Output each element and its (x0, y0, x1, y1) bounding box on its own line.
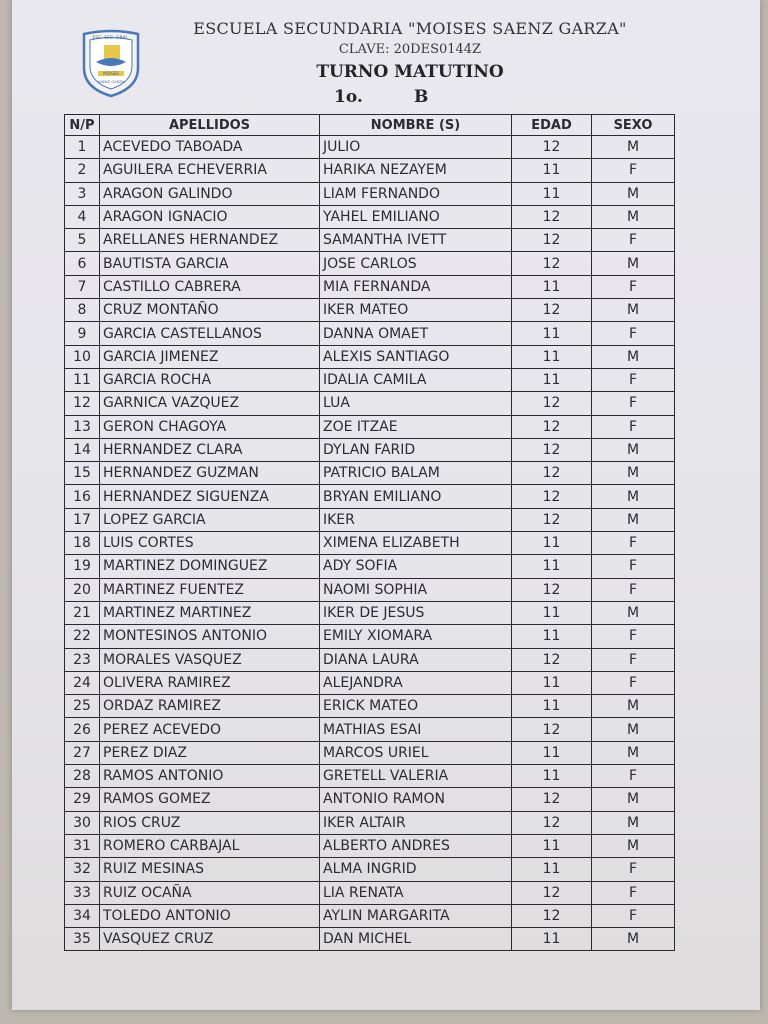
age-cell: 11 (512, 834, 592, 857)
sex-cell: M (592, 695, 675, 718)
surname-cell: RUIZ MESINAS (100, 858, 320, 881)
age-cell: 12 (512, 718, 592, 741)
header-apellidos: APELLIDOS (100, 115, 320, 136)
given-name-cell: LUA (320, 392, 512, 415)
surname-cell: MONTESINOS ANTONIO (100, 625, 320, 648)
given-name-cell: ZOE ITZAE (320, 415, 512, 438)
document-header (12, 0, 760, 115)
row-number: 12 (65, 392, 100, 415)
sex-cell: F (592, 415, 675, 438)
row-number: 1 (65, 136, 100, 159)
sex-cell: F (592, 368, 675, 391)
surname-cell: RIOS CRUZ (100, 811, 320, 834)
row-number: 13 (65, 415, 100, 438)
table-row (65, 159, 675, 182)
age-cell: 12 (512, 788, 592, 811)
header-edad: EDAD (512, 115, 592, 136)
row-number: 29 (65, 788, 100, 811)
table-row (65, 532, 675, 555)
table-row (65, 275, 675, 298)
given-name-cell: IKER DE JESUS (320, 601, 512, 624)
sex-cell: M (592, 834, 675, 857)
surname-cell: TOLEDO ANTONIO (100, 904, 320, 927)
age-cell: 12 (512, 648, 592, 671)
given-name-cell: JULIO (320, 136, 512, 159)
row-number: 33 (65, 881, 100, 904)
table-row (65, 485, 675, 508)
given-name-cell: ANTONIO RAMON (320, 788, 512, 811)
given-name-cell: MIA FERNANDA (320, 275, 512, 298)
age-cell: 11 (512, 695, 592, 718)
sex-cell: F (592, 858, 675, 881)
surname-cell: GERON CHAGOYA (100, 415, 320, 438)
roster-body (65, 136, 675, 951)
sex-cell: M (592, 345, 675, 368)
table-row (65, 136, 675, 159)
surname-cell: HERNANDEZ CLARA (100, 438, 320, 461)
table-row (65, 834, 675, 857)
sex-cell: F (592, 229, 675, 252)
age-cell: 12 (512, 485, 592, 508)
table-row (65, 205, 675, 228)
sex-cell: M (592, 136, 675, 159)
sex-cell: F (592, 275, 675, 298)
surname-cell: LOPEZ GARCIA (100, 508, 320, 531)
given-name-cell: GRETELL VALERIA (320, 765, 512, 788)
age-cell: 12 (512, 904, 592, 927)
table-row (65, 182, 675, 205)
row-number: 3 (65, 182, 100, 205)
given-name-cell: ERICK MATEO (320, 695, 512, 718)
given-name-cell: ALEXIS SANTIAGO (320, 345, 512, 368)
table-header-row (65, 115, 675, 136)
table-row (65, 438, 675, 461)
age-cell: 12 (512, 578, 592, 601)
sex-cell: M (592, 252, 675, 275)
row-number: 23 (65, 648, 100, 671)
row-number: 11 (65, 368, 100, 391)
row-number: 16 (65, 485, 100, 508)
row-number: 7 (65, 275, 100, 298)
surname-cell: MARTINEZ DOMINGUEZ (100, 555, 320, 578)
surname-cell: MARTINEZ MARTINEZ (100, 601, 320, 624)
school-name: ESCUELA SECUNDARIA "MOISES SAENZ GARZA" (193, 19, 627, 38)
age-cell: 11 (512, 275, 592, 298)
age-cell: 11 (512, 741, 592, 764)
given-name-cell: NAOMI SOPHIA (320, 578, 512, 601)
given-name-cell: IKER ALTAIR (320, 811, 512, 834)
row-number: 8 (65, 299, 100, 322)
sex-cell: F (592, 625, 675, 648)
surname-cell: OLIVERA RAMIREZ (100, 671, 320, 694)
header-sexo: SEXO (592, 115, 675, 136)
row-number: 9 (65, 322, 100, 345)
given-name-cell: PATRICIO BALAM (320, 462, 512, 485)
given-name-cell: HARIKA NEZAYEM (320, 159, 512, 182)
sex-cell: F (592, 322, 675, 345)
age-cell: 11 (512, 858, 592, 881)
surname-cell: ROMERO CARBAJAL (100, 834, 320, 857)
age-cell: 12 (512, 415, 592, 438)
sex-cell: M (592, 462, 675, 485)
surname-cell: BAUTISTA GARCIA (100, 252, 320, 275)
row-number: 2 (65, 159, 100, 182)
table-row (65, 881, 675, 904)
sex-cell: M (592, 718, 675, 741)
age-cell: 11 (512, 928, 592, 951)
age-cell: 12 (512, 392, 592, 415)
given-name-cell: LIAM FERNANDO (320, 182, 512, 205)
given-name-cell: LIA RENATA (320, 881, 512, 904)
table-row (65, 904, 675, 927)
surname-cell: ARAGON GALINDO (100, 182, 320, 205)
given-name-cell: ADY SOFIA (320, 555, 512, 578)
sex-cell: M (592, 182, 675, 205)
table-row (65, 462, 675, 485)
given-name-cell: IDALIA CAMILA (320, 368, 512, 391)
table-row (65, 578, 675, 601)
row-number: 27 (65, 741, 100, 764)
age-cell: 12 (512, 462, 592, 485)
surname-cell: CRUZ MONTAÑO (100, 299, 320, 322)
age-cell: 12 (512, 299, 592, 322)
given-name-cell: JOSE CARLOS (320, 252, 512, 275)
given-name-cell: BRYAN EMILIANO (320, 485, 512, 508)
age-cell: 11 (512, 345, 592, 368)
table-row (65, 741, 675, 764)
given-name-cell: ALEJANDRA (320, 671, 512, 694)
row-number: 15 (65, 462, 100, 485)
table-row (65, 671, 675, 694)
row-number: 5 (65, 229, 100, 252)
table-row (65, 252, 675, 275)
row-number: 24 (65, 671, 100, 694)
row-number: 19 (65, 555, 100, 578)
given-name-cell: DIANA LAURA (320, 648, 512, 671)
age-cell: 12 (512, 136, 592, 159)
crest-text-top: ESC. SEC. GRAL. (92, 36, 130, 41)
shift-title: TURNO MATUTINO (316, 62, 504, 82)
row-number: 34 (65, 904, 100, 927)
row-number: 10 (65, 345, 100, 368)
surname-cell: GARCIA JIMENEZ (100, 345, 320, 368)
table-row (65, 345, 675, 368)
age-cell: 11 (512, 625, 592, 648)
table-row (65, 788, 675, 811)
table-row (65, 392, 675, 415)
surname-cell: AGUILERA ECHEVERRIA (100, 159, 320, 182)
table-row (65, 368, 675, 391)
sex-cell: M (592, 741, 675, 764)
age-cell: 11 (512, 765, 592, 788)
given-name-cell: ALMA INGRID (320, 858, 512, 881)
row-number: 25 (65, 695, 100, 718)
crest-text-bottom: SAENZ GARZA (97, 80, 125, 84)
school-code: CLAVE: 20DES0144Z (338, 42, 482, 57)
table-row (65, 625, 675, 648)
age-cell: 11 (512, 159, 592, 182)
row-number: 22 (65, 625, 100, 648)
given-name-cell: XIMENA ELIZABETH (320, 532, 512, 555)
sex-cell: F (592, 555, 675, 578)
surname-cell: MORALES VASQUEZ (100, 648, 320, 671)
age-cell: 11 (512, 182, 592, 205)
sex-cell: M (592, 811, 675, 834)
given-name-cell: DYLAN FARID (320, 438, 512, 461)
given-name-cell: MARCOS URIEL (320, 741, 512, 764)
row-number: 21 (65, 601, 100, 624)
row-number: 31 (65, 834, 100, 857)
sex-cell: F (592, 648, 675, 671)
row-number: 4 (65, 205, 100, 228)
table-row (65, 299, 675, 322)
sex-cell: M (592, 928, 675, 951)
crest-text-mid: MOISES (103, 71, 119, 77)
age-cell: 12 (512, 811, 592, 834)
student-roster-table (64, 114, 675, 951)
sex-cell: M (592, 788, 675, 811)
surname-cell: ORDAZ RAMIREZ (100, 695, 320, 718)
row-number: 32 (65, 858, 100, 881)
surname-cell: GARCIA ROCHA (100, 368, 320, 391)
given-name-cell: IKER MATEO (320, 299, 512, 322)
surname-cell: RAMOS GOMEZ (100, 788, 320, 811)
surname-cell: ARELLANES HERNANDEZ (100, 229, 320, 252)
sex-cell: M (592, 438, 675, 461)
surname-cell: GARNICA VAZQUEZ (100, 392, 320, 415)
surname-cell: CASTILLO CABRERA (100, 275, 320, 298)
sex-cell: F (592, 392, 675, 415)
table-row (65, 508, 675, 531)
sex-cell: F (592, 578, 675, 601)
row-number: 14 (65, 438, 100, 461)
table-row (65, 601, 675, 624)
given-name-cell: SAMANTHA IVETT (320, 229, 512, 252)
row-number: 17 (65, 508, 100, 531)
header-nombre: NOMBRE (S) (320, 115, 512, 136)
sex-cell: M (592, 601, 675, 624)
age-cell: 12 (512, 205, 592, 228)
sex-cell: M (592, 485, 675, 508)
surname-cell: RAMOS ANTONIO (100, 765, 320, 788)
surname-cell: PEREZ DIAZ (100, 741, 320, 764)
group-label: B (414, 87, 429, 107)
row-number: 20 (65, 578, 100, 601)
sex-cell: F (592, 904, 675, 927)
surname-cell: LUIS CORTES (100, 532, 320, 555)
given-name-cell: YAHEL EMILIANO (320, 205, 512, 228)
table-row (65, 555, 675, 578)
given-name-cell: ALBERTO ANDRES (320, 834, 512, 857)
table-row (65, 765, 675, 788)
table-row (65, 928, 675, 951)
row-number: 28 (65, 765, 100, 788)
surname-cell: MARTINEZ FUENTEZ (100, 578, 320, 601)
sex-cell: F (592, 765, 675, 788)
grade-label: 1o. (334, 87, 363, 107)
age-cell: 12 (512, 252, 592, 275)
table-row (65, 229, 675, 252)
table-row (65, 648, 675, 671)
table-row (65, 811, 675, 834)
age-cell: 11 (512, 601, 592, 624)
sex-cell: M (592, 508, 675, 531)
row-number: 18 (65, 532, 100, 555)
roster-sheet (12, 0, 760, 1010)
row-number: 26 (65, 718, 100, 741)
age-cell: 12 (512, 508, 592, 531)
surname-cell: ARAGON IGNACIO (100, 205, 320, 228)
sex-cell: F (592, 671, 675, 694)
table-row (65, 858, 675, 881)
surname-cell: ACEVEDO TABOADA (100, 136, 320, 159)
age-cell: 11 (512, 671, 592, 694)
given-name-cell: IKER (320, 508, 512, 531)
row-number: 35 (65, 928, 100, 951)
surname-cell: HERNANDEZ GUZMAN (100, 462, 320, 485)
age-cell: 12 (512, 881, 592, 904)
sex-cell: M (592, 205, 675, 228)
table-row (65, 718, 675, 741)
surname-cell: GARCIA CASTELLANOS (100, 322, 320, 345)
table-row (65, 695, 675, 718)
row-number: 30 (65, 811, 100, 834)
age-cell: 11 (512, 322, 592, 345)
row-number: 6 (65, 252, 100, 275)
sex-cell: F (592, 881, 675, 904)
age-cell: 12 (512, 229, 592, 252)
given-name-cell: DANNA OMAET (320, 322, 512, 345)
given-name-cell: EMILY XIOMARA (320, 625, 512, 648)
age-cell: 12 (512, 438, 592, 461)
given-name-cell: MATHIAS ESAI (320, 718, 512, 741)
given-name-cell: DAN MICHEL (320, 928, 512, 951)
age-cell: 11 (512, 368, 592, 391)
sex-cell: M (592, 299, 675, 322)
age-cell: 11 (512, 532, 592, 555)
surname-cell: RUIZ OCAÑA (100, 881, 320, 904)
table-row (65, 415, 675, 438)
given-name-cell: AYLIN MARGARITA (320, 904, 512, 927)
sex-cell: F (592, 532, 675, 555)
surname-cell: HERNANDEZ SIGUENZA (100, 485, 320, 508)
surname-cell: VASQUEZ CRUZ (100, 928, 320, 951)
sex-cell: F (592, 159, 675, 182)
table-row (65, 322, 675, 345)
age-cell: 11 (512, 555, 592, 578)
header-np: N/P (65, 115, 100, 136)
surname-cell: PEREZ ACEVEDO (100, 718, 320, 741)
